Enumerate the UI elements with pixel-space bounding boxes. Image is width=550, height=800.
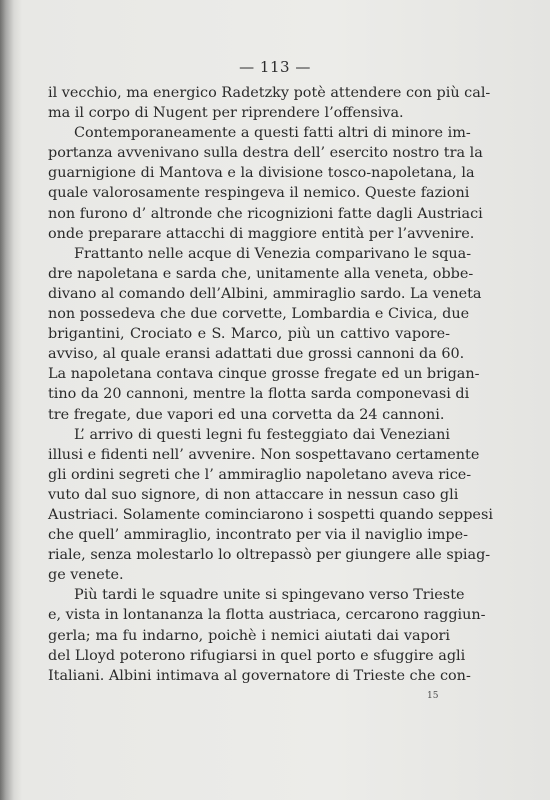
text-line: illusi e fidenti nell’ avvenire. Non sospettavano certamente [48, 446, 480, 463]
text-line: guarnigione di Mantova e la divisione tosco-napoletana, la [48, 165, 475, 182]
text-line: vuto dal suo signore, di non attaccare in nessun caso gli [48, 486, 459, 503]
text-line: La napoletana contava cinque grosse fregate ed un brigan- [48, 366, 480, 383]
text-line: non furono d’ altronde che ricognizioni fatte dagli Austriaci [48, 205, 483, 222]
text-line: Frattanto nelle acque di Venezia comparivano le squa- [74, 245, 472, 262]
text-line: Più tardi le squadre unite si spingevano verso Trieste [74, 587, 465, 604]
text-line: tino da 20 cannoni, mentre la flotta sarda componevasi di [48, 386, 470, 403]
text-line: gerla; ma fu indarno, poichè i nemici aiutati dai vapori [48, 627, 450, 644]
text-line: e, vista in lontananza la flotta austriaca, cercarono raggiun- [48, 607, 486, 624]
text-line: Austriaci. Solamente cominciarono i sospetti quando seppesi [48, 506, 493, 523]
text-line: ge venete. [48, 567, 124, 584]
sheet-signature: 15 [427, 691, 439, 701]
text-line: divano al comando dell’Albini, ammiraglio sardo. La veneta [48, 285, 482, 302]
body-text [48, 83, 493, 686]
text-line: brigantini, Crociato e S. Marco, più un cattivo vapore- [48, 326, 450, 343]
text-line: non possedeva che due corvette, Lombardia e Civica, due [48, 306, 470, 323]
text-line: ma il corpo di Nugent per riprendere l’offensiva. [48, 105, 404, 122]
text-line: Italiani. Albini intimava al governatore di Trieste che con- [48, 667, 471, 684]
text-line: il vecchio, ma energico Radetzky potè attendere con più cal- [48, 85, 491, 101]
text-line: avviso, al quale eransi adattati due grossi cannoni da 60. [48, 346, 465, 363]
text-line: portanza avvenivano sulla destra dell’ esercito nostro tra la [48, 145, 483, 162]
text-line: Contemporaneamente a questi fatti altri di minore im- [74, 125, 471, 142]
text-line: dre napoletana e sarda che, unitamente alla veneta, obbe- [48, 265, 474, 282]
text-line: riale, senza molestarlo lo oltrepassò per giungere alle spiag- [48, 547, 491, 564]
text-line: quale valorosamente respingeva il nemico. Queste fazioni [48, 185, 470, 202]
text-line: che quell’ ammiraglio, incontrato per via il naviglio impe- [48, 527, 468, 544]
text-line: gli ordini segreti che l’ ammiraglio napoletano aveva rice- [48, 466, 472, 483]
text-line: L’ arrivo di questi legni fu festeggiato dai Veneziani [74, 426, 450, 443]
page-number: — 113 — [239, 58, 311, 76]
text-line: del Lloyd poterono rifugiarsi in quel porto e sfuggire agli [48, 647, 466, 664]
text-line: tre fregate, due vapori ed una corvetta da 24 cannoni. [48, 406, 445, 423]
text-line: onde preparare attacchi di maggiore entità per l’avvenire. [48, 225, 475, 242]
